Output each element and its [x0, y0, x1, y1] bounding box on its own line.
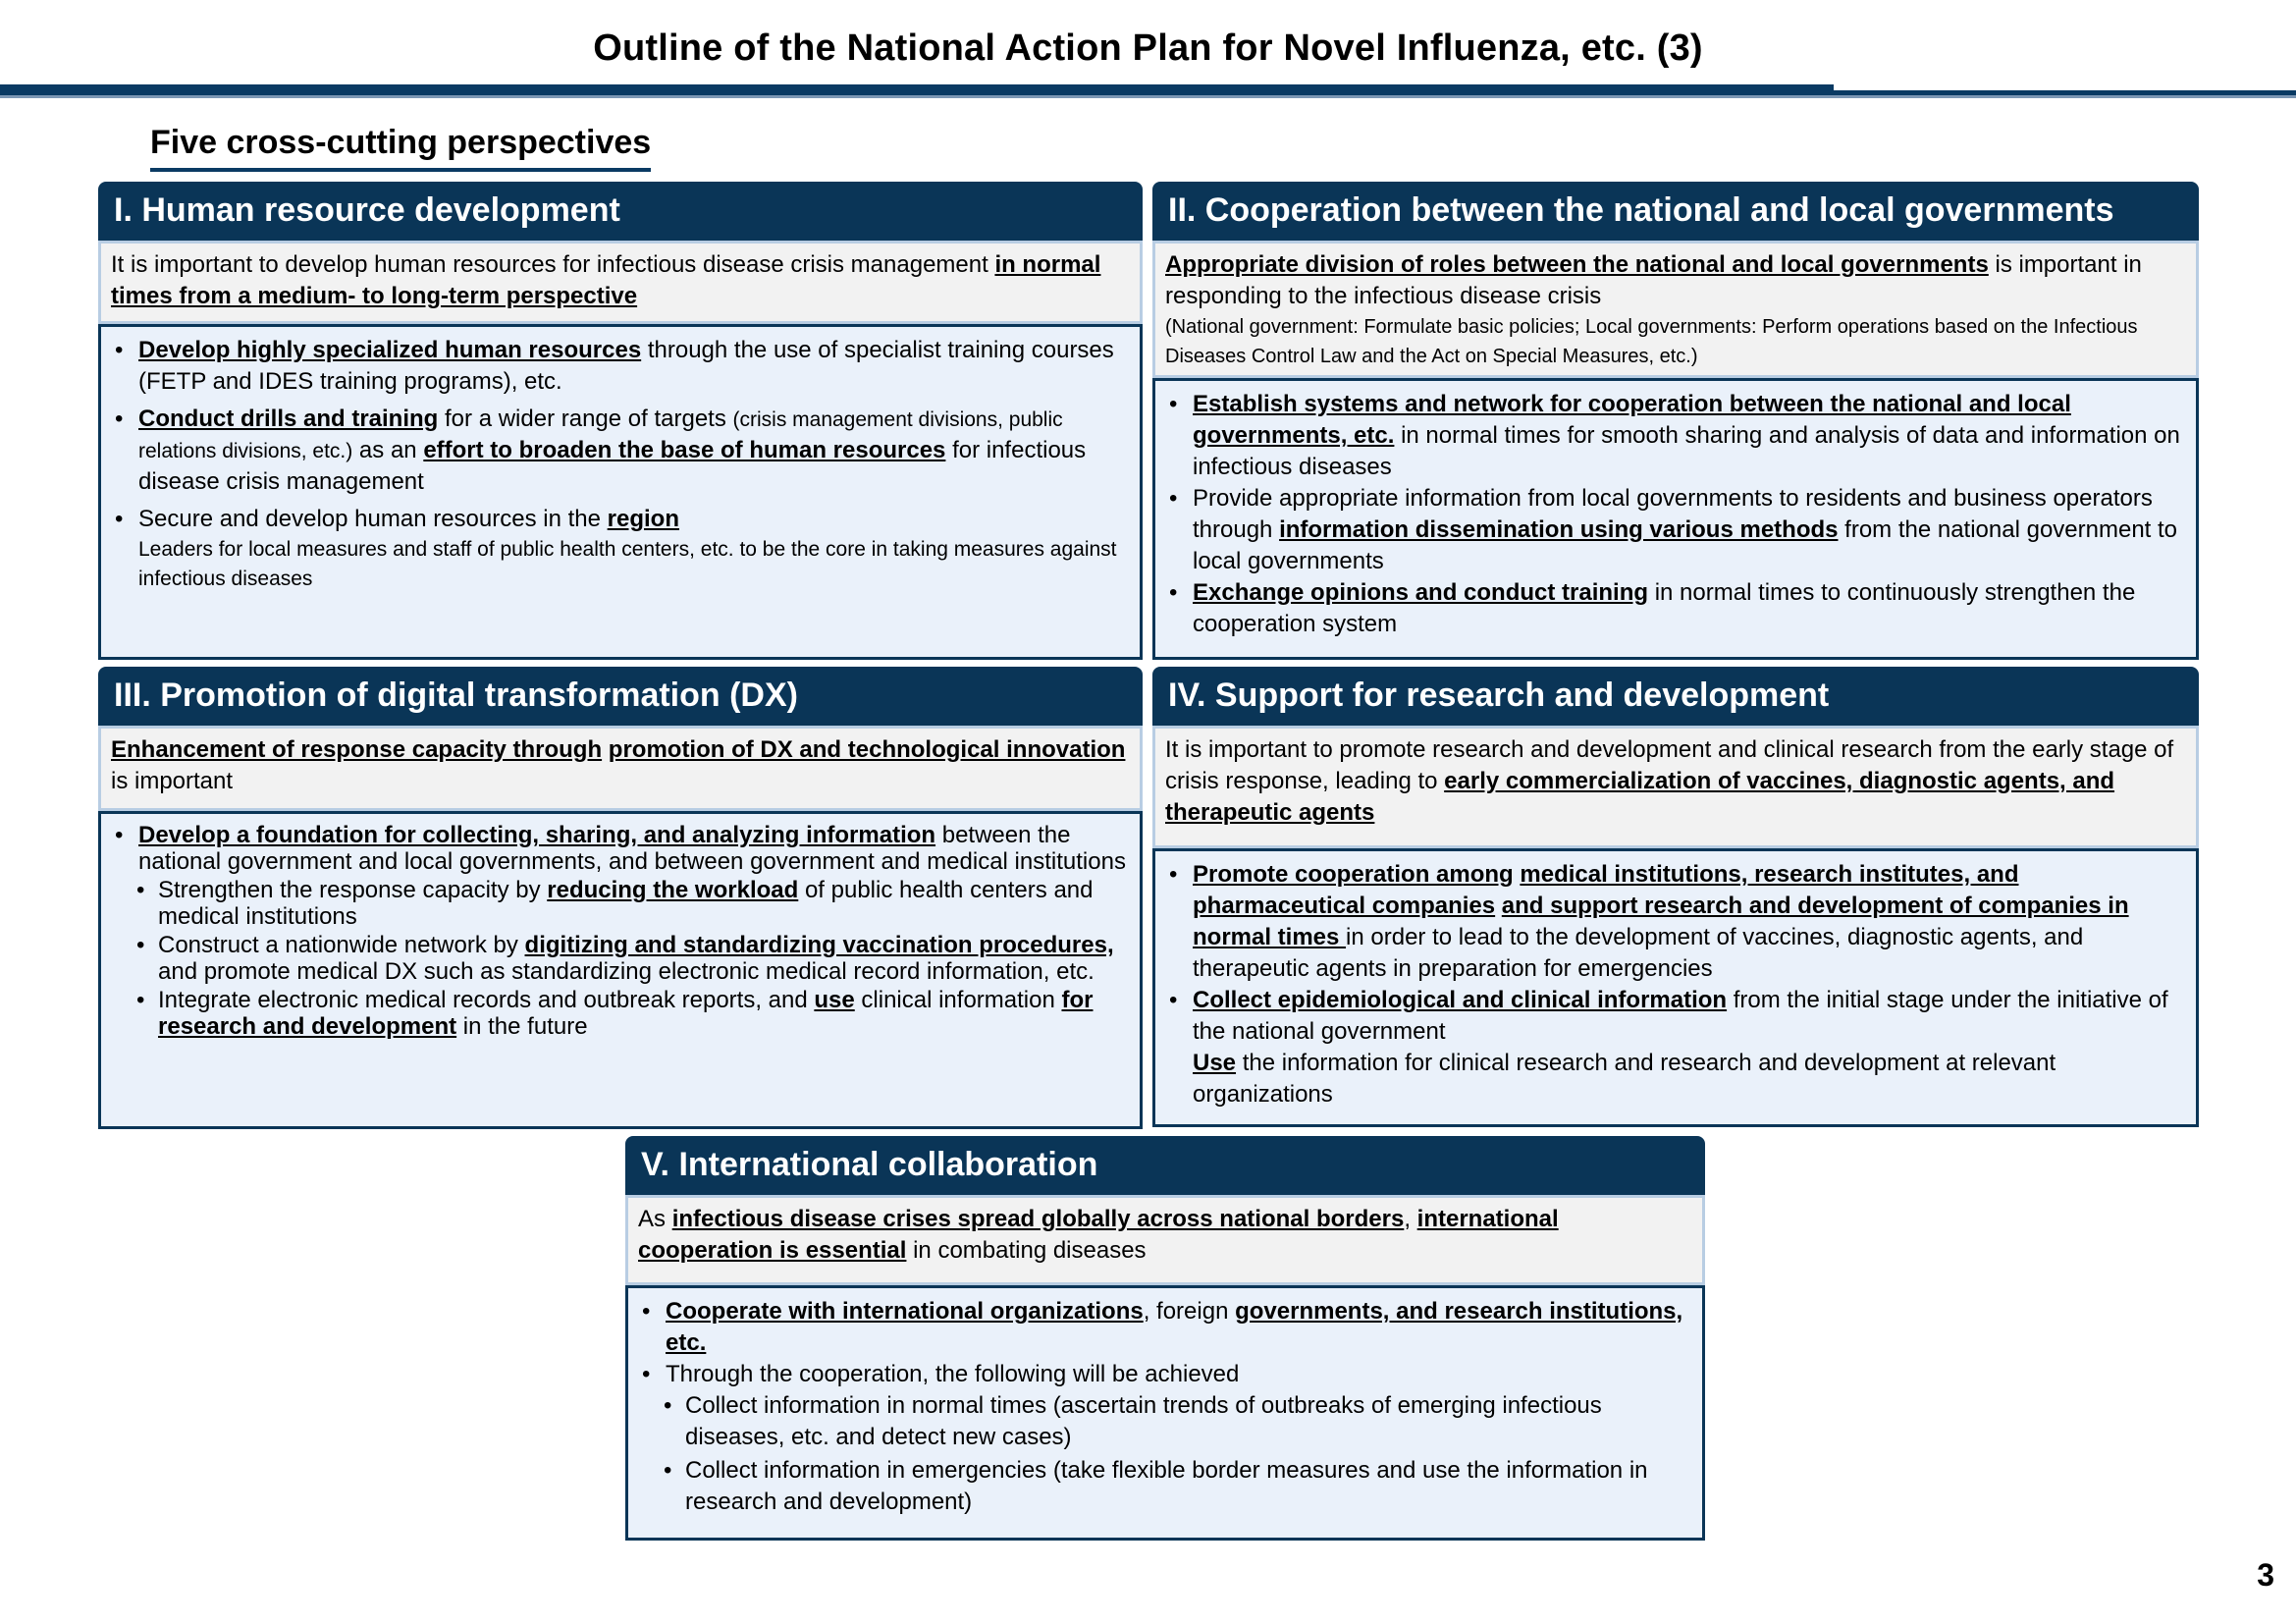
list-item: • Develop highly specialized human resources through the use of specialist training courses (FETP and IDES training programs), etc.: [115, 337, 1114, 395]
panel-header: I. Human resource development: [98, 182, 1143, 241]
list-item: • Conduct drills and training for a wider range of targets (crisis management divisions, public relations divisions, etc.) as an effort to broaden the base of human resources for infectious disease crisis management: [115, 406, 1087, 495]
section-heading: Five cross-cutting perspectives: [150, 124, 651, 172]
panel-summary: It is important to promote research and development and clinical research from the early stage of crisis response, leading to early commercialization of vaccines, diagnostic agents, and therapeutic agents: [1152, 726, 2199, 848]
list-item: • Establish systems and network for cooperation between the national and local governments, etc. in normal times for smooth sharing and analysis of data and information on infectious diseases: [1169, 391, 2180, 480]
panel-body: [625, 1285, 1705, 1541]
panel-summary: As infectious disease crises spread globally across national borders, international cooperation is essential in combating diseases: [625, 1195, 1705, 1285]
panel-research-development: [1152, 667, 2199, 1127]
page-title: Outline of the National Action Plan for Novel Influenza, etc. (3): [593, 27, 1703, 69]
list-item: • Collect epidemiological and clinical information from the initial stage under the initiative of the national government Use the information for clinical research and research and development at relevant organizations: [1169, 987, 2168, 1108]
list-item: • Through the cooperation, the following will be achieved: [642, 1361, 1240, 1387]
panel-body: [1152, 378, 2199, 660]
panel-header: V. International collaboration: [625, 1136, 1705, 1195]
panel-body: [1152, 848, 2199, 1127]
list-item: • Promote cooperation among medical institutions, research institutes, and pharmaceutical companies and support research and development of companies in normal times in order to lead to the development of vaccines, diagnostic agents, and therapeutic agents in preparation for emergencies: [1169, 861, 2129, 982]
panel-body: [98, 811, 1143, 1129]
panel-header: IV. Support for research and development: [1152, 667, 2199, 726]
panel-summary: Appropriate division of roles between the national and local governments is important in responding to the infectious disease crisis (National government: Formulate basic policies; Local governments: Perform operations based on the Infectious Diseases Control Law and the Act on Special Measures, etc.): [1152, 241, 2199, 378]
panel-human-resource: [98, 182, 1143, 660]
sub-list-item: • Collect information in normal times (ascertain trends of outbreaks of emerging infectious diseases, etc. and detect new cases): [664, 1392, 1602, 1450]
sub-list-item: • Integrate electronic medical records and outbreak reports, and use clinical information for research and development in the future: [136, 987, 1094, 1040]
panel-summary: Enhancement of response capacity through promotion of DX and technological innovation is important: [98, 726, 1143, 811]
panel-national-local-cooperation: [1152, 182, 2199, 660]
list-item: • Exchange opinions and conduct training in normal times to continuously strengthen the cooperation system: [1169, 579, 2136, 637]
list-item: • Cooperate with international organizations, foreign governments, and research institutions, etc.: [642, 1298, 1683, 1356]
list-item: • Provide appropriate information from local governments to residents and business operators through information dissemination using various methods from the national government to local governments: [1169, 485, 2178, 574]
list-item: • Develop a foundation for collecting, sharing, and analyzing information between the national government and local governments, and between government and medical institutions: [115, 822, 1126, 875]
page-number: 3: [2257, 1557, 2274, 1593]
panel-header: III. Promotion of digital transformation (DX): [98, 667, 1143, 726]
panel-header: II. Cooperation between the national and local governments: [1152, 182, 2199, 241]
sub-list-item: • Strengthen the response capacity by reducing the workload of public health centers and medical institutions: [136, 877, 1094, 930]
panel-digital-transformation: [98, 667, 1143, 1129]
list-item: • Secure and develop human resources in the region Leaders for local measures and staff of public health centers, etc. to be the core in taking measures against infectious diseases: [115, 506, 1117, 590]
panel-international-collaboration: [625, 1136, 1705, 1541]
sub-list-item: • Collect information in emergencies (take flexible border measures and use the information in research and development): [664, 1457, 1648, 1515]
panel-body: [98, 324, 1143, 660]
panel-summary: It is important to develop human resources for infectious disease crisis management in normal times from a medium- to long-term perspective: [98, 241, 1143, 324]
sub-list-item: • Construct a nationwide network by digitizing and standardizing vaccination procedures, and promote medical DX such as standardizing electronic medical record information, etc.: [136, 932, 1114, 985]
title-divider-notch: [1834, 84, 2296, 90]
